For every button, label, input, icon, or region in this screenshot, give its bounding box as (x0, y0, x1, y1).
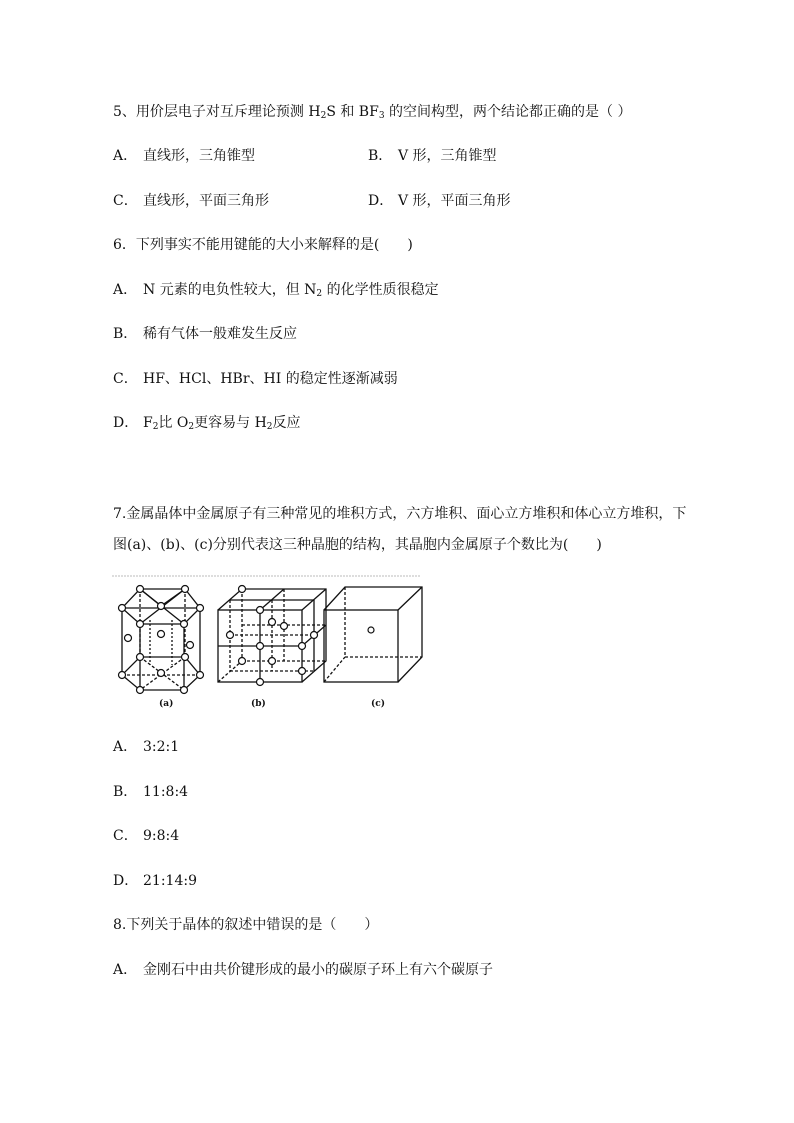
figure-label-a: (a) (159, 699, 174, 709)
fcc-cell-diagram (218, 589, 326, 682)
q8-option-a[interactable]: A． 金刚石中由共价键形成的最小的碳原子环上有六个碳原子 (113, 962, 493, 978)
q5-option-d[interactable]: D． V 形，平面三角形 (368, 193, 511, 209)
q5-option-c[interactable]: C． 直线形，平面三角形 (113, 193, 269, 209)
q6-option-c[interactable]: C． HF、HCl、HBr、HI 的稳定性逐渐减弱 (113, 371, 398, 387)
crystal-unit-cells-figure (112, 575, 424, 715)
q6-option-b[interactable]: B． 稀有气体一般难发生反应 (113, 326, 297, 342)
q5-options-row1 (113, 146, 673, 166)
q8-stem: 8.下列关于晶体的叙述中错误的是（ ） (113, 917, 379, 933)
q7-option-d[interactable]: D． 21:14:9 (113, 873, 197, 889)
q7-stem-line1: 7.金属晶体中金属原子有三种常见的堆积方式，六方堆积、面心立方堆积和体心立方堆积，下 (113, 506, 687, 522)
q6-option-d[interactable]: D． $F_2$比 $O_2$更容易与 $H_2$反应 (113, 415, 301, 432)
q7-option-a[interactable]: A． 3:2:1 (113, 739, 180, 755)
q5-options-row2 (113, 191, 673, 211)
figure-label-b: (b) (251, 699, 266, 709)
bcc-cell-diagram (324, 587, 422, 682)
q5-option-b[interactable]: B． V 形，三角锥型 (368, 148, 497, 164)
q6-option-a[interactable]: A． N 元素的电负性较大，但 $N_2$ 的化学性质很稳定 (113, 282, 439, 299)
q7-option-c[interactable]: C． 9:8:4 (113, 828, 180, 844)
bcc-center-atom (368, 627, 374, 633)
q7-stem-line2: 图(a)、(b)、(c)分别代表这三种晶胞的结构，其晶胞内金属原子个数比为( ) (113, 537, 602, 553)
q5-option-a[interactable]: A． 直线形，三角锥型 (113, 148, 255, 164)
q6-stem: 6．下列事实不能用键能的大小来解释的是( ) (113, 237, 413, 253)
q5-stem: 5、用价层电子对互斥理论预测 $H_2S$ 和 $BF_3$ 的空间构型，两个结论都正确的是（ ） (113, 104, 632, 121)
hcp-atoms (119, 586, 204, 694)
figure-label-c: (c) (371, 699, 385, 709)
q7-option-b[interactable]: B． 11:8:4 (113, 784, 189, 800)
